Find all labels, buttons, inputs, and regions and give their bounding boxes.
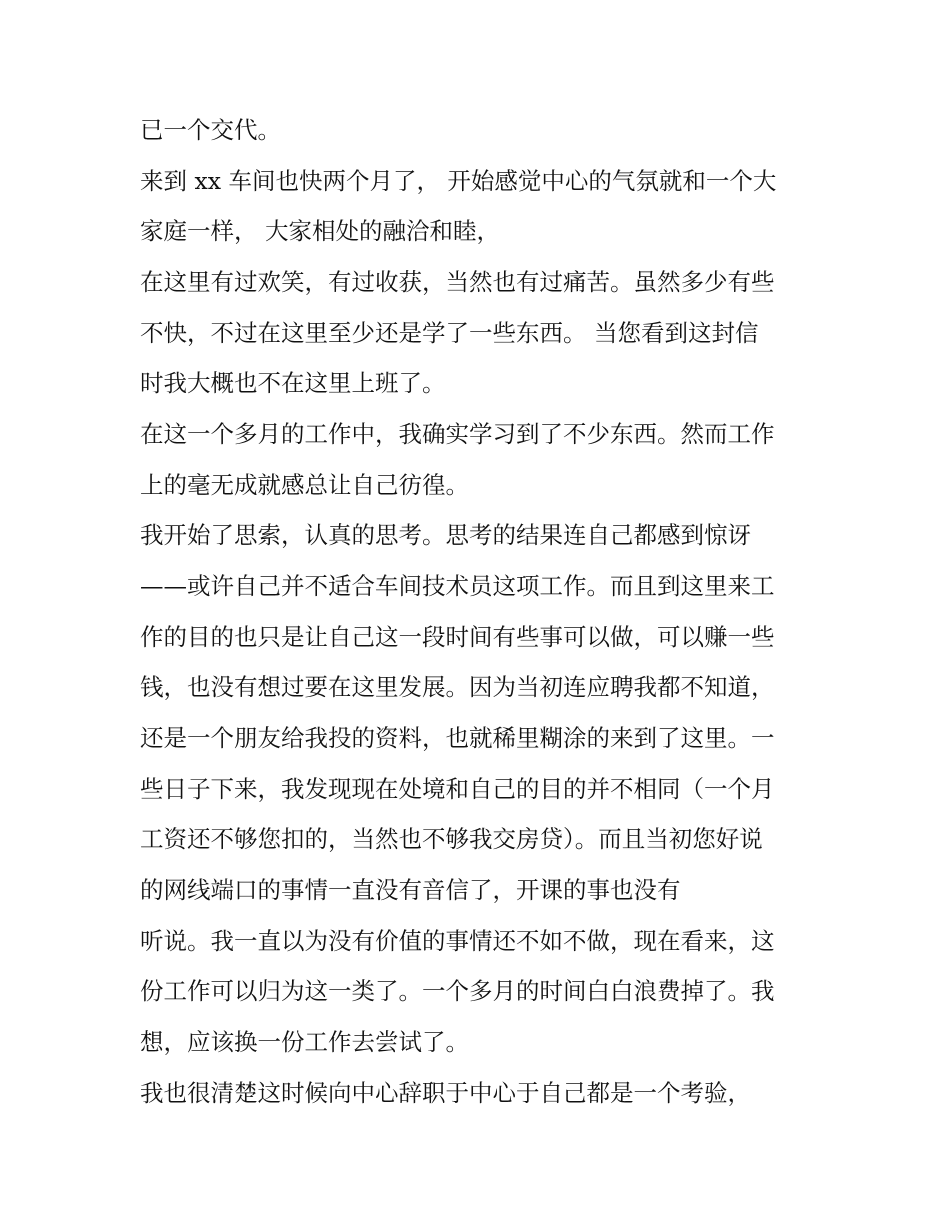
text-line: 在这里有过欢笑，有过收获，当然也有过痛苦。虽然多少有些 bbox=[140, 268, 775, 296]
text-line: 工资还不够您扣的，当然也不够我交房贷）。而且当初您好说 bbox=[140, 825, 763, 853]
text-line: 些日子下来，我发现现在处境和自己的目的并不相同（一个月 bbox=[140, 775, 775, 803]
text-line: 上的毫无成就感总让自己彷徨。 bbox=[140, 471, 469, 499]
text-line: 听说。我一直以为没有价值的事情还不如不做，现在看来，这 bbox=[140, 927, 775, 955]
text-line: 的网线端口的事情一直没有音信了，开课的事也没有 bbox=[140, 876, 681, 904]
text-line: 作的目的也只是让自己这一段时间有些事可以做，可以赚一些 bbox=[140, 623, 775, 651]
text-line: 份工作可以归为这一类了。一个多月的时间白白浪费掉了。我 bbox=[140, 977, 775, 1005]
text-line: 不快，不过在这里至少还是学了一些东西。 当您看到这封信 bbox=[140, 319, 759, 347]
text-line: 我开始了思索，认真的思考。思考的结果连自己都感到惊讶 bbox=[140, 521, 751, 549]
text-line: 钱，也没有想过要在这里发展。因为当初连应聘我都不知道， bbox=[140, 673, 775, 701]
text-line: 我也很清楚这时候向中心辞职于中心于自己都是一个考验， bbox=[140, 1079, 751, 1107]
text-line: ——或许自己并不适合车间技术员这项工作。而且到这里来工 bbox=[140, 572, 775, 600]
text-line: 已一个交代。 bbox=[140, 116, 281, 144]
text-line: 来到 xx 车间也快两个月了， 开始感觉中心的气氛就和一个大 bbox=[140, 167, 777, 195]
text-line: 想，应该换一份工作去尝试了。 bbox=[140, 1028, 469, 1056]
text-line: 时我大概也不在这里上班了。 bbox=[140, 369, 446, 397]
text-line: 在这一个多月的工作中，我确实学习到了不少东西。然而工作 bbox=[140, 420, 775, 448]
text-line: 家庭一样， 大家相处的融洽和睦， bbox=[140, 217, 500, 245]
text-line: 还是一个朋友给我投的资料，也就稀里糊涂的来到了这里。一 bbox=[140, 724, 775, 752]
